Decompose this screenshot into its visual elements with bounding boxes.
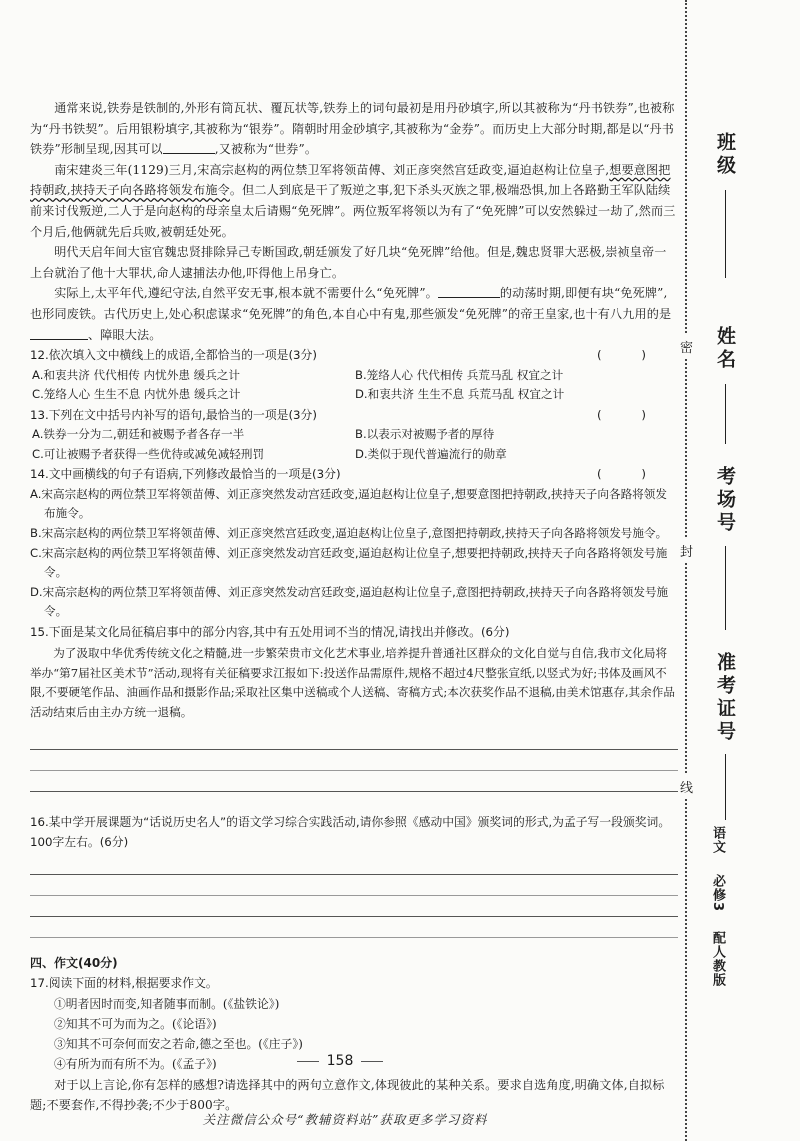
passage-paragraph-2 [30, 160, 678, 242]
passage-paragraph-3: 明代天启年间大宦官魏忠贤排除异己专断国政,朝廷颁发了好几块“免死牌”给他。但是,魏忠贤罪大恶极,崇祯皇帝一上台就治了他十大罪状,命人逮捕法办他,吓得他上吊身亡。 [30, 245, 667, 280]
question-16-stem: 16.某中学开展课题为“话说历史名人”的语文学习综合实践活动,请你参照《感动中国》颁奖词的形式,为孟子写一段颁奖词。100字左右。(6分) [30, 814, 671, 850]
question-text: 12.依次填入文中横线上的成语,全都恰当的一项是(3分) [30, 348, 317, 363]
quote-1: ①明者因时而变,知者随事而制。(《盐铁论》) [54, 996, 280, 1011]
answer-bracket: ( ) [597, 348, 664, 363]
binding-dotted-line [685, 0, 687, 1141]
option-c[interactable]: C.笼络人心 生生不息 内忧外患 缓兵之计 [32, 387, 241, 402]
question-13-stem [30, 405, 678, 425]
question-17-stem: 17.阅读下面的材料,根据要求作文。 [30, 976, 218, 991]
option-b[interactable]: B.笼络人心 代代相传 兵荒马乱 权宜之计 [355, 367, 564, 382]
seal-mark: 封 [680, 538, 693, 563]
question-12-options [30, 366, 678, 405]
answer-line[interactable] [30, 729, 678, 750]
fill-line-class[interactable] [725, 190, 726, 278]
seal-mark: 线 [680, 774, 693, 799]
footer-note: 关注微信公众号“教辅资料站”获取更多学习资料 [202, 1112, 488, 1127]
quote-3: ③知其不可奈何而安之若命,德之至也。(《庄子》) [54, 1037, 303, 1052]
answer-line[interactable] [30, 854, 678, 875]
passage-paragraph-4 [30, 283, 678, 345]
page-number-text: 158 [326, 1053, 354, 1069]
question-13-options [30, 425, 678, 464]
book-info [708, 826, 727, 1001]
answer-line[interactable] [30, 896, 678, 917]
text-run: 通常来说,铁券是铁制的,外形有筒瓦状、覆瓦状等,铁券上的词句最初是用丹砂填字,所以其被称为“丹书铁券”,也被称为“丹书铁契”。后用银粉填字,其被称为“银券”。隋朝时用金砂填字,其被称为“金券”。而历史上大部分时期,都是以“丹书铁券”形制呈现,因其可以 [30, 101, 675, 157]
option-a[interactable]: A.铁券一分为二,朝廷和被赐予者各存一半 [32, 427, 245, 442]
answer-bracket: ( ) [597, 407, 664, 422]
passage-paragraph-1 [30, 98, 678, 160]
label-ticket-number: 准考证号 [714, 652, 736, 744]
option-a[interactable]: A.宋高宗赵构的两位禁卫军将领苗傅、刘正彦突然发动宫廷政变,逼迫赵构让位皇子,想要意图把持朝政,挟持天子向各路将领发布施令。 [30, 486, 667, 521]
page-content [30, 98, 678, 1116]
option-d[interactable]: D.和衷共济 生生不息 兵荒马乱 权宜之计 [355, 387, 565, 402]
option-c[interactable]: C.可让被赐予者获得一些优待或减免减轻刑罚 [32, 446, 265, 461]
subject-label: 语文 [710, 826, 725, 854]
answer-lines-15[interactable] [30, 729, 678, 792]
option-c[interactable]: C.宋高宗赵构的两位禁卫军将领苗傅、刘正彦突然发动宫廷政变,逼迫赵构让位皇子,想要把持朝政,挟持天子向各路将领发号施令。 [30, 545, 668, 580]
question-text: 13.下列在文中括号内补写的语句,最恰当的一项是(3分) [30, 407, 317, 422]
option-b[interactable]: B.宋高宗赵构的两位禁卫军将领苗傅、刘正彦突然宫廷政变,逼迫赵构让位皇子,意图把持朝政,挟持天子向各路将领发号施令。 [30, 525, 668, 540]
answer-blank [438, 285, 500, 298]
dash-left [297, 1061, 319, 1062]
question-text: 14.文中画横线的句子有语病,下列修改最恰当的一项是(3分) [30, 467, 341, 482]
quote-4: ④有所为而有所不为。(《孟子》) [54, 1057, 217, 1072]
question-15-stem: 15.下面是某文化局征稿启事中的部分内容,其中有五处用词不当的情况,请找出并修改。(6分) [30, 624, 510, 639]
text-run: 、障眼大法。 [88, 327, 162, 342]
label-exam-room: 考场号 [714, 466, 736, 535]
volume-label: 必修3 [710, 873, 725, 912]
option-b[interactable]: B.以表示对被赐予者的厚待 [355, 427, 495, 442]
fill-line-name[interactable] [725, 384, 726, 444]
section-heading: 四、作文(40分) [30, 956, 118, 971]
fill-line-exam-room[interactable] [725, 546, 726, 630]
text-run: 。但二人到底是干了叛逆之事,犯下杀头灭族之罪,极端恐惧,加上各路勤王军队陆续前来讨伐叛逆,二人于是向赵构的母亲皇太后请赐“免死牌”。两位叛军将领以为有了“免死牌”可以安然躲过一劫了,然而三个月后,他俩就先后兵败,被朝廷处死。 [30, 183, 676, 239]
text-run: 的动荡时期,即便有块“免死牌”,也形同废铁。古代历史上,处心积虑谋求“免死牌”的角色,本自心中有鬼,那些颁发“免死牌”的帝王皇家,也十有八九用的是 [30, 286, 672, 321]
answer-line[interactable] [30, 917, 678, 938]
answer-line[interactable] [30, 875, 678, 896]
label-name: 姓名 [714, 326, 736, 372]
label-class: 班级 [714, 132, 736, 178]
fill-line-ticket-number[interactable] [725, 754, 726, 820]
text-run: 实际上,太平年代,遵纪守法,自然平安无事,根本就不需要什么“免死牌”。 [54, 286, 438, 301]
underlined-sentence: 想要意图把持朝政,挟持天子向各路将领发布施令 [30, 162, 671, 198]
option-d[interactable]: D.类似于现代普遍流行的勋章 [355, 446, 507, 461]
answer-bracket: ( ) [597, 467, 664, 482]
answer-blank [163, 141, 215, 154]
seal-mark: 密 [680, 334, 693, 359]
option-a[interactable]: A.和衷共济 代代相传 内忧外患 缓兵之计 [32, 367, 240, 382]
question-12-stem [30, 345, 678, 365]
page-number [0, 1053, 680, 1069]
text-run: ,又被称为“世券”。 [214, 142, 318, 157]
option-d[interactable]: D.宋高宗赵构的两位禁卫军将领苗傅、刘正彦突然发动宫廷政变,逼迫赵构让位皇子,意图把持朝政,挟持天子向各路将领发号施令。 [30, 584, 669, 619]
answer-line[interactable] [30, 750, 678, 771]
quote-2: ②知其不可为而为之。(《论语》) [54, 1017, 217, 1032]
answer-blank [30, 327, 88, 340]
answer-lines-16[interactable] [30, 854, 678, 938]
question-14-stem [30, 464, 678, 484]
dash-right [361, 1061, 383, 1062]
text-run: 南宋建炎三年(1129)三月,宋高宗赵构的两位禁卫军将领苗傅、刘正彦突然宫廷政变,逼迫赵构让位皇子, [54, 162, 610, 177]
question-15-notice: 为了汲取中华优秀传统文化之精髓,进一步繁荣贵市文化艺术事业,培养提升普通社区群众的文化自觉与自信,我市文化局将举办“第7届社区美术节”活动,现将有关征稿要求江报如下:投送作品需原件,规格不超过4尺整张宣纸,以竖式为好;书体及画风不限,不要硬笔作品、油画作品和摄影作品;采取社区集中送稿或个人送稿、寄稿方式;本次获奖作品不退稿,由美术馆惠存,其余作品活动结束后由主办方统一退稿。 [30, 646, 675, 720]
answer-line[interactable] [30, 771, 678, 792]
question-17-requirement: 对于以上言论,你有怎样的感想?请选择其中的两句立意作文,体现彼此的某种关系。要求自选角度,明确文体,自拟标题;不要套作,不得抄袭;不少于800字。 [30, 1077, 665, 1113]
edition-label: 配人教版 [710, 931, 725, 988]
